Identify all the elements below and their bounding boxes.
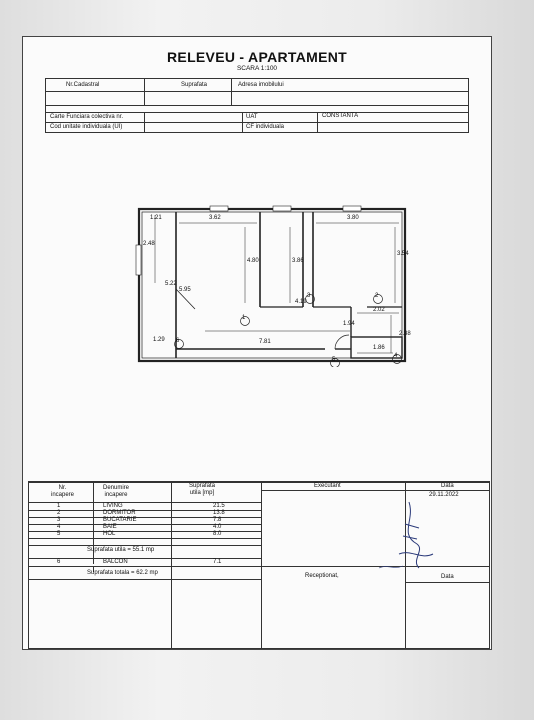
adresa-imobilului-label: Adresa imobilului [238, 82, 284, 88]
header-nr-incapere: Nr. incapere [51, 485, 75, 498]
dim-label: 1.86 [373, 345, 385, 351]
room-nr: 1 [57, 503, 61, 509]
nr-cadastral-label: Nr.Cadastral [66, 82, 100, 88]
useful-area-total: Suprafata utila = 55.1 mp [87, 547, 155, 553]
dim-label: 1.94 [343, 321, 355, 327]
dim-label: 5.22 [165, 281, 177, 287]
dim-label: 3.86 [292, 258, 304, 264]
room-name: BALCON [103, 559, 128, 565]
dim-label: 5.95 [179, 287, 191, 293]
room-area: 4.0 [213, 524, 222, 530]
room-name: BUCATARIE [103, 517, 137, 523]
document-title: RELEVEU - APARTAMENT [167, 49, 347, 65]
data-label: Data [441, 483, 454, 489]
room-area: 7.1 [213, 559, 222, 565]
room-area: 13.8 [213, 510, 225, 516]
room-nr: 6 [57, 559, 61, 565]
executant-signature-stamp [359, 494, 439, 572]
dim-label: 3.80 [347, 215, 359, 221]
dim-label: 4.80 [247, 258, 259, 264]
room-number: 3 [307, 293, 311, 299]
header-suprafata-utila: Suprafata utila [mp] [189, 483, 216, 496]
rooms-table [28, 481, 490, 649]
room-name: LIVING [103, 503, 123, 509]
room-nr: 4 [57, 524, 61, 530]
room-number: 5 [332, 357, 336, 363]
room-number: 4 [394, 353, 398, 359]
cadastral-table [45, 78, 469, 133]
receptionat-label: Receptionat, [305, 573, 339, 579]
room-area: 8.0 [213, 531, 222, 537]
header-denumire: Denumire incapere [103, 485, 130, 498]
room-name: BAIE [103, 524, 117, 530]
room-nr: 3 [57, 517, 61, 523]
executant-date: 29.11.2022 [429, 492, 459, 498]
document-sheet [22, 36, 492, 650]
uat-label: UAT [246, 114, 258, 120]
dim-label: 1.21 [150, 215, 162, 221]
dim-label: 3.54 [397, 251, 409, 257]
room-name: HOL [103, 531, 116, 537]
executant-label: Executant [314, 483, 341, 489]
room-nr: 5 [57, 531, 61, 537]
room-number: 6 [176, 338, 180, 344]
room-number: 2 [375, 293, 379, 299]
dim-label: 2.02 [373, 307, 385, 313]
dim-label: 3.62 [209, 215, 221, 221]
cf-individuala-label: CF individuala [246, 124, 285, 130]
room-area: 21.5 [213, 503, 225, 509]
room-name: DORMITOR [103, 510, 136, 516]
dim-label: 7.81 [259, 339, 271, 345]
room-nr: 2 [57, 510, 61, 516]
dim-label: 4.19 [295, 299, 307, 305]
dim-label: 2.48 [143, 241, 155, 247]
room-area: 7.8 [213, 517, 222, 523]
room-number: 1 [242, 315, 246, 321]
suprafata-label: Suprafata [181, 82, 208, 88]
carte-funciara-label: Carte Funciara colectiva nr. [50, 114, 124, 120]
uat-value: CONSTANTA [322, 113, 359, 119]
scale-label: SCARA 1:100 [236, 65, 278, 72]
dim-label: 1.29 [153, 337, 165, 343]
dim-label: 2.38 [399, 331, 411, 337]
floor-plan-labels [135, 203, 411, 367]
cod-unitate-label: Cod unitate individuala (UI) [50, 124, 123, 130]
receptionat-data-label: Data [441, 574, 454, 580]
total-area: Suprafata totala = 62.2 mp [87, 570, 158, 576]
